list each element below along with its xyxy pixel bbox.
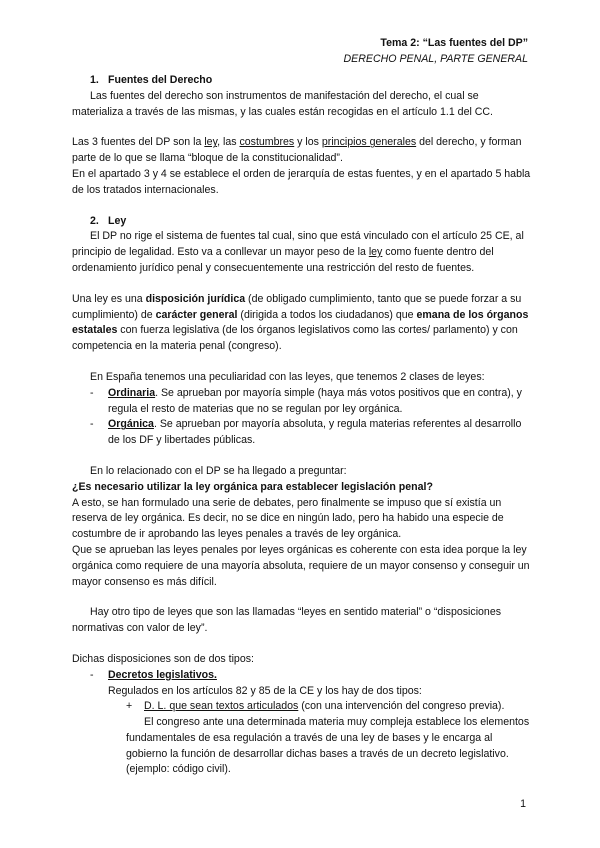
section-2-paragraph-1: El DP no rige el sistema de fuentes tal cual, sino que está vinculado con el artículo 25 CE, al principio de legalidad. Esto va a conllevar un mayor peso de la ley como fuente dentro del ordenamiento jurídico penal y consecuentemente una restricción del resto de fuentes. bbox=[72, 230, 524, 274]
term-caracter-general: carácter general bbox=[155, 308, 238, 321]
section-2-paragraph-4: En lo relacionado con el DP se ha llegado a preguntar: bbox=[90, 464, 347, 477]
section-2-heading bbox=[90, 214, 532, 230]
dash-marker: - bbox=[90, 668, 94, 681]
textos-articulados-paragraph: El congreso ante una determinada materia muy compleja establece los elementos fundamentales de esa regulación a través de una ley de bases y le encarga al gobierno la función de desarrollar dichas bases a través de un decreto legislativo. (ejemplo: código civil). bbox=[126, 716, 530, 776]
term-organos-estatales: emana de los órganos estatales bbox=[72, 308, 529, 337]
plus-marker: + bbox=[126, 700, 133, 713]
section-1-paragraph-3: En el apartado 3 y 4 se establece el orden de jerarquía de estas fuentes, y en el apartado 5 habla de los tratados internacionales. bbox=[72, 167, 531, 196]
section-2-title: Ley bbox=[108, 214, 127, 227]
dash-marker: - bbox=[90, 418, 94, 431]
term-textos-articulados: D. L. que sean textos articulados bbox=[144, 700, 299, 713]
page-number: 1 bbox=[520, 798, 526, 810]
sub-item-textos-articulados: + D. L. que sean textos articulados (con una intervención del congreso previa). bbox=[72, 699, 532, 715]
section-2-paragraph-8: Dichas disposiciones son de dos tipos: bbox=[72, 652, 254, 665]
section-2-paragraph-3: En España tenemos una peculiaridad con las leyes, que tenemos 2 clases de leyes: bbox=[90, 370, 485, 383]
section-1-number: 1. bbox=[90, 74, 99, 86]
list-item-decretos-legislativos bbox=[72, 668, 532, 684]
page-header bbox=[344, 36, 528, 68]
section-2-paragraph-7: Hay otro tipo de leyes que son las llamadas “leyes en sentido material” o “disposiciones normativas con valor de ley”. bbox=[72, 606, 502, 635]
section-1-paragraph-2: Las 3 fuentes del DP son la ley, las costumbres y los principios generales del derecho, y forman parte de lo que se llama “bloque de la constitucionalidad”. bbox=[72, 136, 522, 165]
section-1-title: Fuentes del Derecho bbox=[108, 74, 213, 86]
term-disposicion-juridica: disposición jurídica bbox=[145, 292, 246, 305]
section-2-number: 2. bbox=[90, 214, 99, 227]
term-decretos-legislativos: Decretos legislativos. bbox=[108, 668, 217, 681]
term-ordinaria: Ordinaria bbox=[108, 386, 156, 399]
list-item-organica: - Orgánica. Se aprueban por mayoría absoluta, y regula materias referentes al desarrollo de los DF y libertades públicas. bbox=[72, 417, 532, 449]
section-2-paragraph-2: Una ley es una disposición jurídica (de obligado cumplimiento, tanto que se puede forzar a su cumplimiento) de carácter general (dirigida a todos los ciudadanos) que emana de los órganos estatales con fuerza legislativa (de los órganos legislativos como las cortes/ parlamento) y con competencia en la materia penal (congreso). bbox=[72, 292, 529, 353]
decretos-legislativos-description: Regulados en los artículos 82 y 85 de la CE y los hay de dos tipos: bbox=[108, 684, 422, 697]
section-1-paragraph-1: Las fuentes del derecho son instrumentos de manifestación del derecho, el cual se materializa a través de las mismas, y las cuales están recogidas en el artículo 1.1 del CC. bbox=[72, 89, 493, 118]
section-2-question: ¿Es necesario utilizar la ley orgánica para establecer legislación penal? bbox=[72, 480, 433, 493]
term-organica: Orgánica bbox=[108, 418, 154, 431]
section-2-paragraph-5: A esto, se han formulado una serie de debates, pero finalmente se impuso que sí existía un reserva de ley orgánica. Es decir, no se dice en ningún lado, pero ha habido una especie de costumbre de ir aprobando las leyes penales a través de ley orgánica. bbox=[72, 496, 504, 541]
list-item-ordinaria: - Ordinaria. Se aprueban por mayoría simple (haya más votos positivos que en contra), y regula el resto de materias que no se regulan por ley orgánica. bbox=[72, 386, 532, 418]
term-principios-generales: principios generales bbox=[321, 136, 417, 149]
document-subtitle: DERECHO PENAL, PARTE GENERAL bbox=[343, 52, 528, 65]
document-title: Tema 2: “Las fuentes del DP” bbox=[380, 37, 528, 49]
section-1-heading bbox=[90, 73, 532, 89]
section-2-paragraph-6: Que se aprueban las leyes penales por leyes orgánicas es coherente con esta idea porque la ley orgánica como requiere de una mayoría absoluta, requiere de un mayor consenso y conseguir un mayor consenso es más difícil. bbox=[72, 543, 530, 588]
document-body bbox=[72, 73, 532, 778]
term-ley-2: ley bbox=[368, 246, 383, 259]
term-ley: ley bbox=[204, 136, 218, 149]
dash-marker: - bbox=[90, 386, 94, 399]
term-costumbres: costumbres bbox=[239, 136, 295, 149]
